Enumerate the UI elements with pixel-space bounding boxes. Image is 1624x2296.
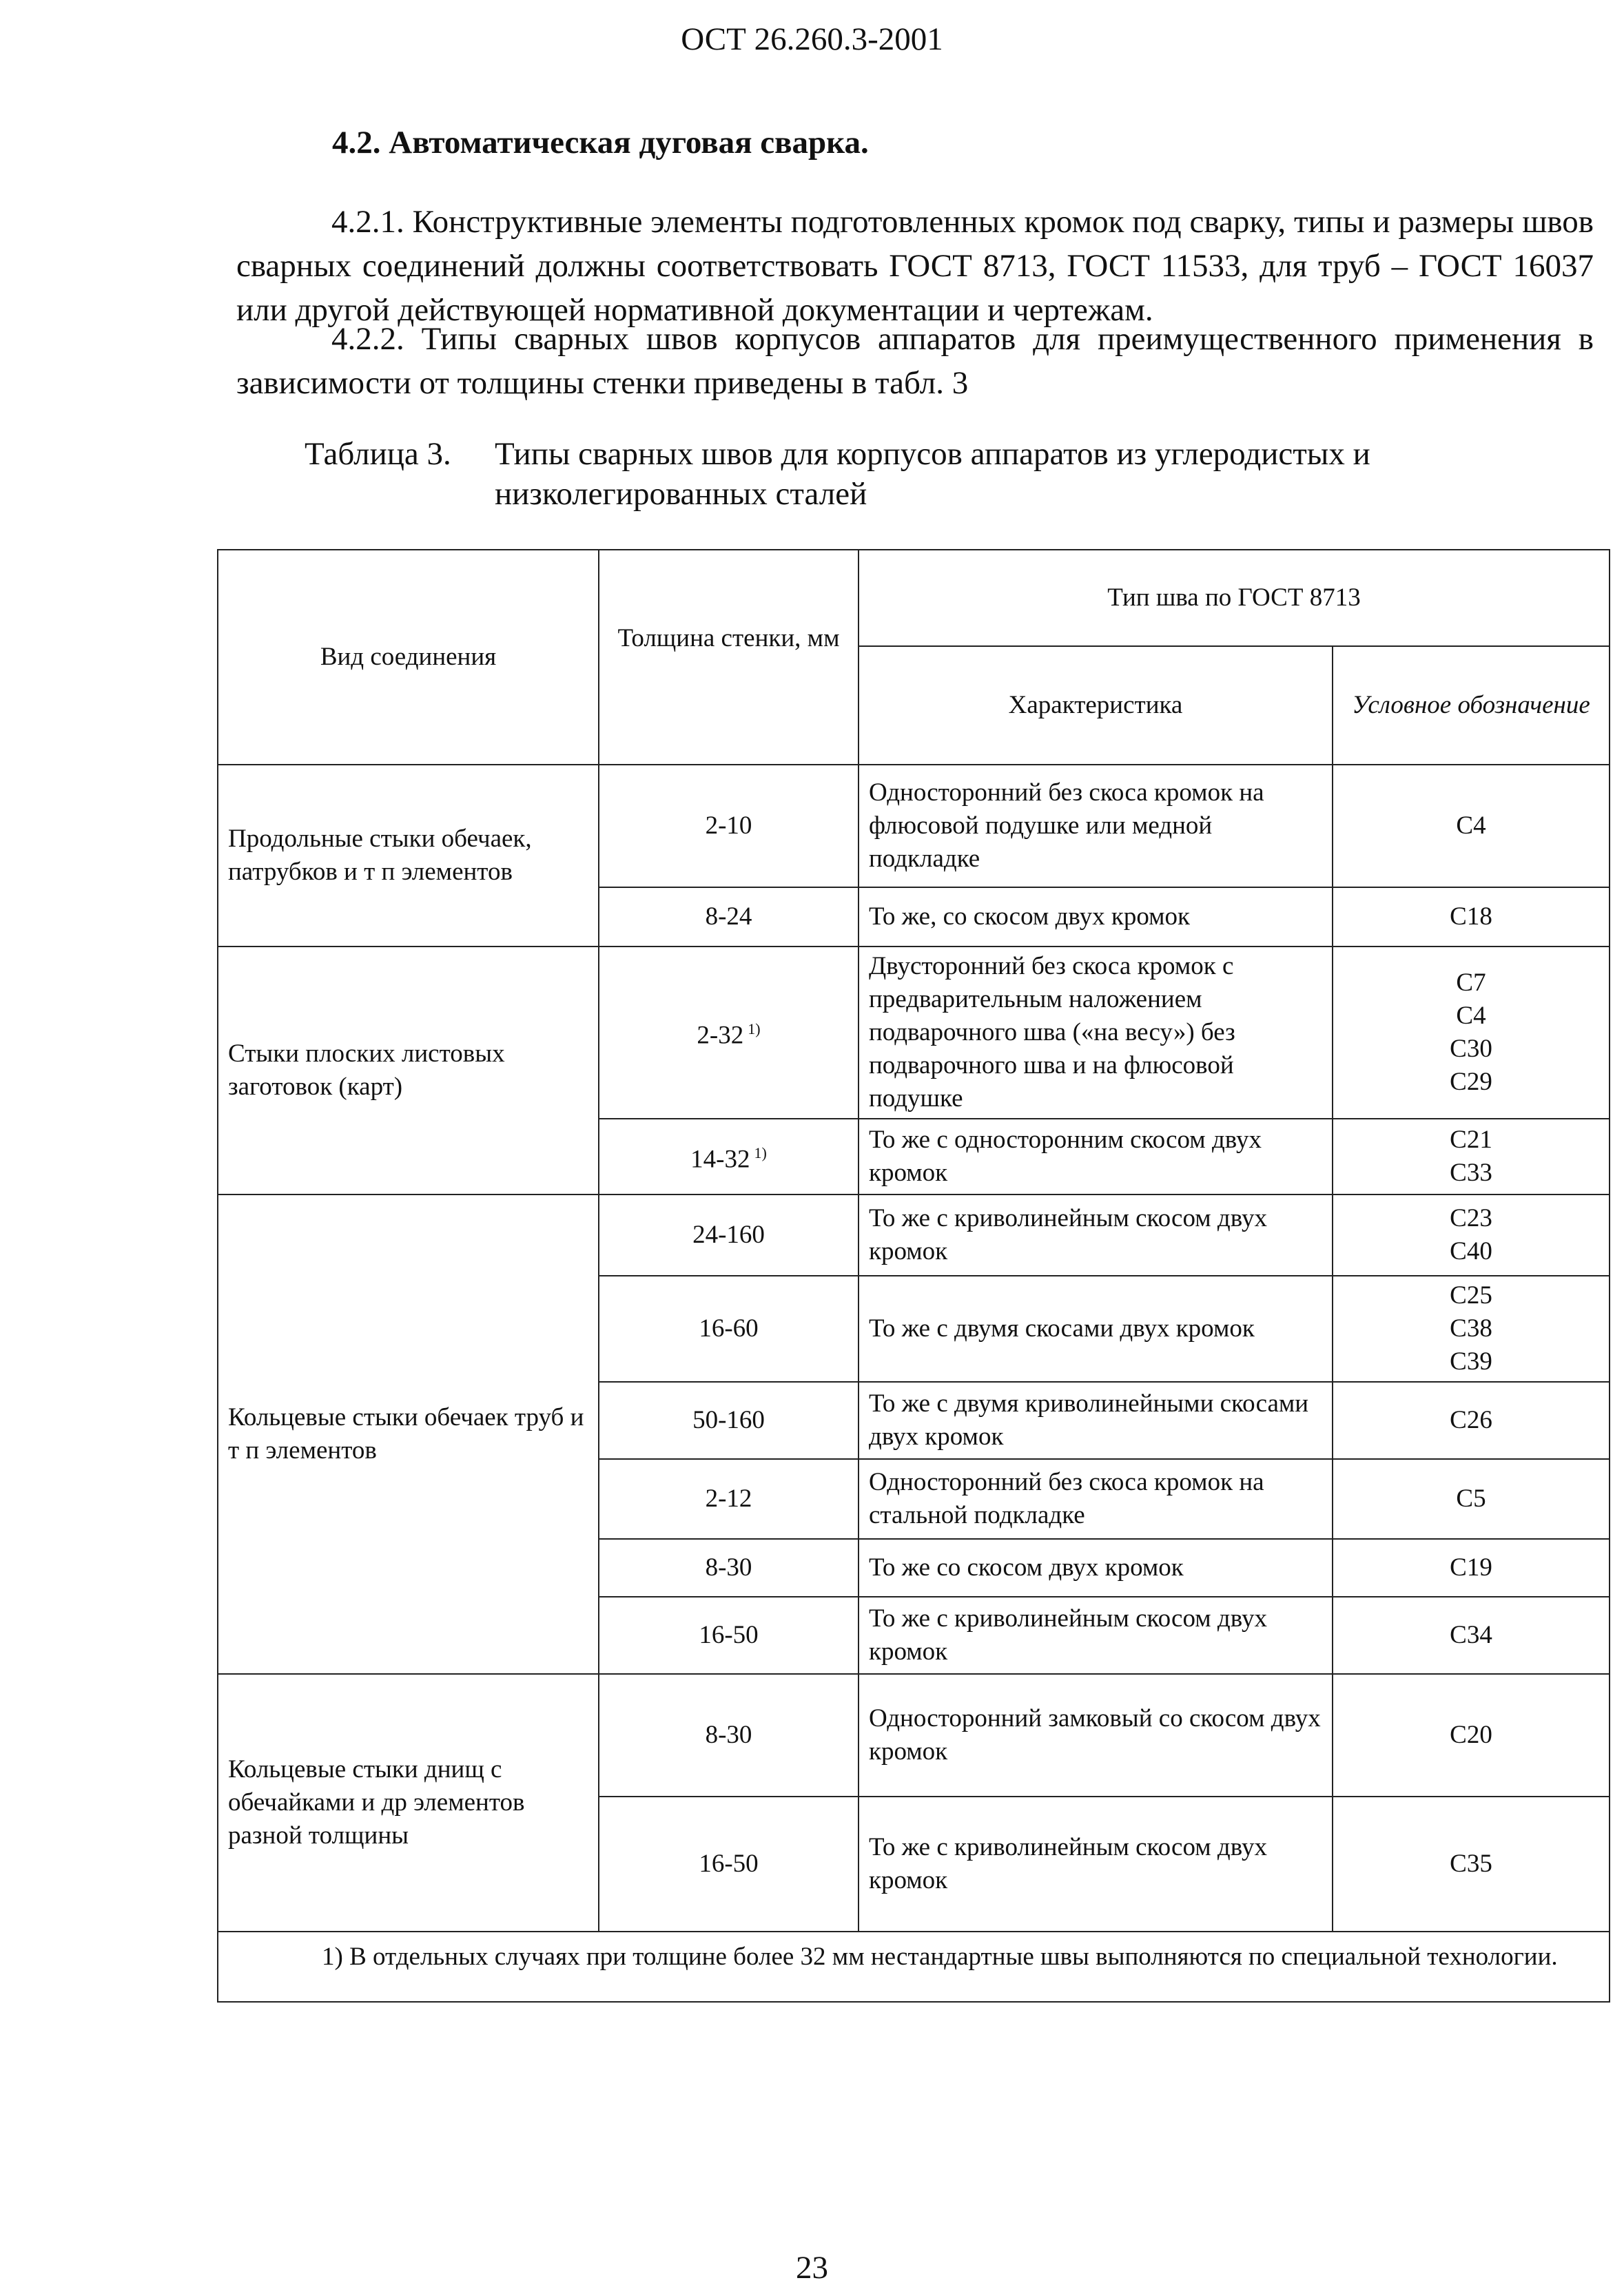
characteristic-cell: То же с двумя криволинейными скосами двух кромок — [859, 1382, 1333, 1459]
weld-types-table — [217, 549, 1610, 2003]
thickness-value: 2-10 — [705, 811, 752, 840]
joint-type-cell: Кольцевые стыки обечаек труб и т п элементов — [218, 1194, 599, 1674]
header-thickness: Толщина стенки, мм — [599, 550, 859, 765]
thickness-value: 8-30 — [705, 1553, 752, 1582]
thickness-value: 24-160 — [692, 1221, 765, 1249]
designation-cell: С23 С40 — [1333, 1194, 1610, 1276]
characteristic-cell: Односторонний без скоса кромок на флюсовой подушке или медной подкладке — [859, 765, 1333, 887]
characteristic-cell: Односторонний замковый со скосом двух кромок — [859, 1674, 1333, 1797]
thickness-value: 16-60 — [699, 1314, 759, 1343]
paragraph-4-2-1 — [236, 200, 1594, 332]
thickness-value: 50-160 — [692, 1406, 765, 1434]
thickness-cell — [599, 1382, 859, 1459]
section-title: 4.2. Автоматическая дуговая сварка. — [332, 125, 869, 161]
designation-cell: С18 — [1333, 887, 1610, 947]
thickness-value: 8-24 — [705, 902, 752, 931]
thickness-cell — [599, 1194, 859, 1276]
joint-type-cell: Стыки плоских листовых заготовок (карт) — [218, 947, 599, 1194]
characteristic-cell: Двусторонний без скоса кромок с предварительным наложением подварочного шва («на весу») без подварочного шва и на флюсовой подушке — [859, 947, 1333, 1119]
characteristic-cell: Односторонний без скоса кромок на стальной подкладке — [859, 1459, 1333, 1539]
joint-type-cell: Кольцевые стыки днищ с обечайками и др элементов разной толщины — [218, 1674, 599, 1932]
designation-cell: С7 С4 С30 С29 — [1333, 947, 1610, 1119]
paragraph-text: 4.2.1. Конструктивные элементы подготовленных кромок под сварку, типы и размеры швов сварных соединений должны соответствовать ГОСТ 8713, ГОСТ 11533, для труб – ГОСТ 16037 или другой действующей нормативной документации и чертежам. — [236, 204, 1594, 328]
characteristic-cell: То же с криволинейным скосом двух кромок — [859, 1194, 1333, 1276]
thickness-cell — [599, 1119, 859, 1194]
table-caption-label: Таблица 3. — [305, 436, 451, 472]
characteristic-cell: То же, со скосом двух кромок — [859, 887, 1333, 947]
designation-cell: С4 — [1333, 765, 1610, 887]
paragraph-4-2-2 — [236, 317, 1594, 405]
thickness-cell — [599, 765, 859, 887]
characteristic-cell: То же с криволинейным скосом двух кромок — [859, 1597, 1333, 1674]
table-header-row — [218, 550, 1610, 646]
table-row — [218, 1674, 1610, 1797]
header-joint-type: Вид соединения — [218, 550, 599, 765]
thickness-value: 16-50 — [699, 1621, 759, 1649]
header-seam-type: Тип шва по ГОСТ 8713 — [859, 550, 1610, 646]
designation-cell: С25 С38 С39 — [1333, 1276, 1610, 1382]
designation-cell: С35 — [1333, 1797, 1610, 1932]
designation-cell: С5 — [1333, 1459, 1610, 1539]
thickness-value: 2-12 — [705, 1485, 752, 1513]
designation-cell: С21 С33 — [1333, 1119, 1610, 1194]
paragraph-text: 4.2.2. Типы сварных швов корпусов аппаратов для преимущественного применения в зависимости от толщины стенки приведены в табл. 3 — [236, 321, 1594, 401]
joint-type-cell: Продольные стыки обечаек, патрубков и т п элементов — [218, 765, 599, 947]
thickness-cell — [599, 1459, 859, 1539]
thickness-cell — [599, 1276, 859, 1382]
designation-cell: С19 — [1333, 1539, 1610, 1597]
thickness-cell — [599, 947, 859, 1119]
thickness-cell — [599, 887, 859, 947]
thickness-value: 14-32 — [690, 1145, 750, 1174]
thickness-cell — [599, 1674, 859, 1797]
page-number: 23 — [796, 2250, 828, 2286]
designation-cell: С34 — [1333, 1597, 1610, 1674]
footnote-row — [218, 1932, 1610, 2002]
thickness-cell — [599, 1539, 859, 1597]
characteristic-cell: То же с двумя скосами двух кромок — [859, 1276, 1333, 1382]
characteristic-cell: То же с односторонним скосом двух кромок — [859, 1119, 1333, 1194]
thickness-value: 2-32 — [697, 1021, 744, 1050]
thickness-cell — [599, 1797, 859, 1932]
page-header: ОСТ 26.260.3-2001 — [681, 21, 943, 57]
footnote-mark: 1) — [748, 1020, 761, 1038]
table-footnote: 1) В отдельных случаях при толщине более 32 мм нестандартные швы выполняются по специальной технологии. — [218, 1932, 1610, 2002]
thickness-value: 8-30 — [705, 1721, 752, 1749]
table-row — [218, 1194, 1610, 1276]
designation-cell: С20 — [1333, 1674, 1610, 1797]
thickness-cell — [599, 1597, 859, 1674]
header-characteristic: Характеристика — [859, 646, 1333, 765]
characteristic-cell: То же со скосом двух кромок — [859, 1539, 1333, 1597]
thickness-value: 16-50 — [699, 1850, 759, 1878]
characteristic-cell: То же с криволинейным скосом двух кромок — [859, 1797, 1333, 1932]
header-designation: Условное обозначение — [1333, 646, 1610, 765]
table-caption-text: Типы сварных швов для корпусов аппаратов из углеродистых и низколегированных сталей — [495, 436, 1370, 512]
table-row — [218, 947, 1610, 1119]
footnote-mark: 1) — [754, 1144, 767, 1162]
designation-cell: С26 — [1333, 1382, 1610, 1459]
table-row — [218, 765, 1610, 887]
